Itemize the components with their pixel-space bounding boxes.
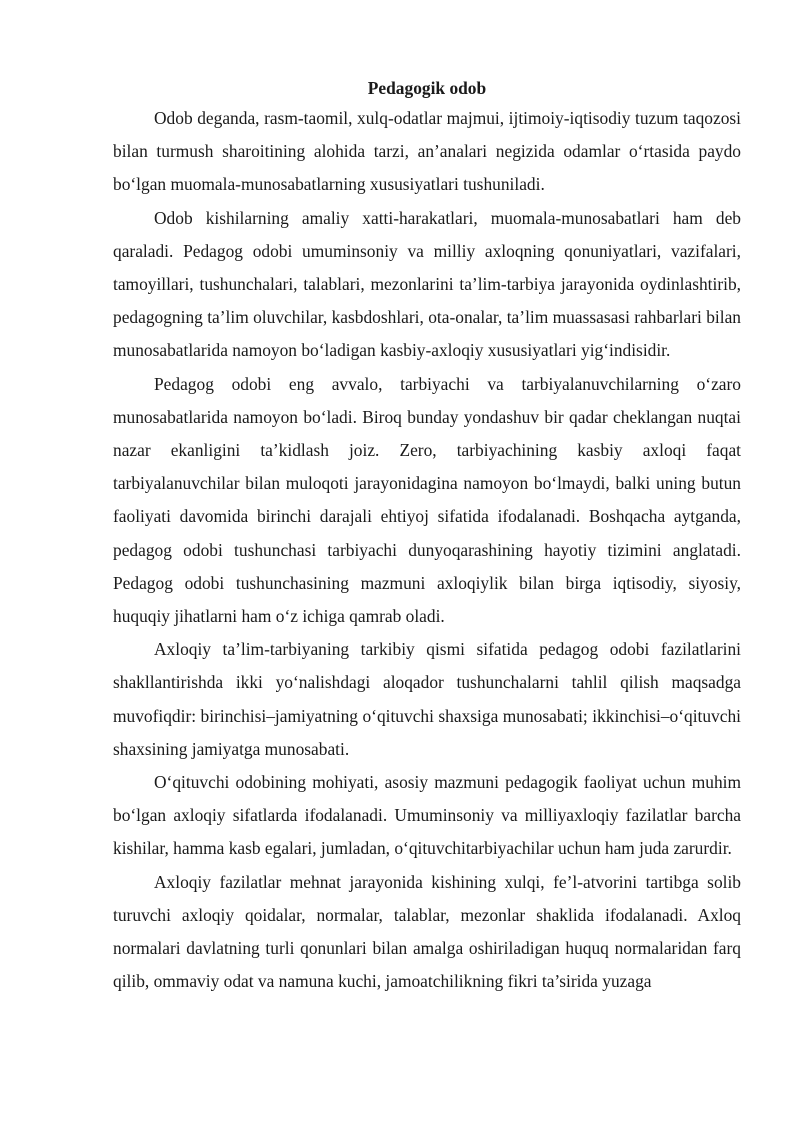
paragraph: Axloqiy ta’lim-tarbiyaning tarkibiy qismi sifatida pedagog odobi fazilatlarini shakllantirishda ikki yo‘nalishdagi aloqador tushunchalarni tahlil qilish maqsadga muvofiqdir: birinchisi–jamiyatning o‘qituvchi shaxsiga munosabati; ikkinchisi–o‘qituvchi shaxsining jamiyatga munosabati.	[113, 639, 741, 759]
paragraph: Axloqiy fazilatlar mehnat jarayonida kishining xulqi, fe’l-atvorini tartibga solib turuvchi axloqiy qoidalar, normalar, talablar, mezonlar shaklida ifodalanadi. Axloq normalari davlatning turli qonunlari bilan amalga oshiriladigan huquq normalaridan farq qilib, ommaviy odat va namuna kuchi, jamoatchilikning fikri ta’sirida yuzaga	[113, 871, 741, 992]
paragraph: Odob kishilarning amaliy xatti-harakatlari, muomala-munosabatlari ham deb qaraladi. Pedagog odobi umuminsoniy va milliy axloqning qonuniyatlari, vazifalari, tamoyillari, tushunchalari, talablari, mezonlarini ta’lim-tarbiya jarayonida oydinlashtirib, pedagogning ta’lim oluvchilar, kasbdoshlari, ota-onalar, ta’lim muassasasi rahbarlari bilan munosabatlarida namoyon bo‘ladigan kasbiy-axloqiy xususiyatlari yig‘indisidir.	[113, 207, 741, 361]
paragraph: Odob deganda, rasm-taomil, xulq-odatlar majmui, ijtimoiy-iqtisodiy tuzum taqozosi bilan turmush sharoitining alohida tarzi, an’analari negizida odamlar o‘rtasida paydo bo‘lgan muomala-munosabatlarning xususiyatlari tushuniladi.	[113, 108, 741, 195]
document-title: Pedagogik odob	[367, 78, 487, 98]
document-body	[113, 74, 741, 998]
paragraph: O‘qituvchi odobining mohiyati, asosiy mazmuni pedagogik faoliyat uchun muhim bo‘lgan axloqiy sifatlarda ifodalanadi. Umuminsoniy va milliyaxloqiy fazilatlar barcha kishilar, hamma kasb egalari, jumladan, o‘qituvchitarbiyachilar uchun ham juda zarurdir.	[113, 772, 741, 859]
paragraph: Pedagog odobi eng avvalo, tarbiyachi va tarbiyalanuvchilarning o‘zaro munosabatlarida namoyon bo‘ladi. Biroq bunday yondashuv bir qadar cheklangan nuqtai nazar ekanligini ta’kidlash joiz. Zero, tarbiyachining kasbiy axloqi faqat tarbiyalanuvchilar bilan muloqoti jarayonidagina namoyon bo‘lmaydi, balki uning butun faoliyati davomida birinchi darajali ehtiyoj sifatida ifodalanadi. Boshqacha aytganda, pedagog odobi tushunchasi tarbiyachi dunyoqarashining hayotiy tizimini anglatadi. Pedagog odobi tushunchasining mazmuni axloqiylik bilan birga iqtisodiy, siyosiy, huquqiy jihatlarni ham o‘z ichiga qamrab oladi.	[113, 373, 741, 627]
